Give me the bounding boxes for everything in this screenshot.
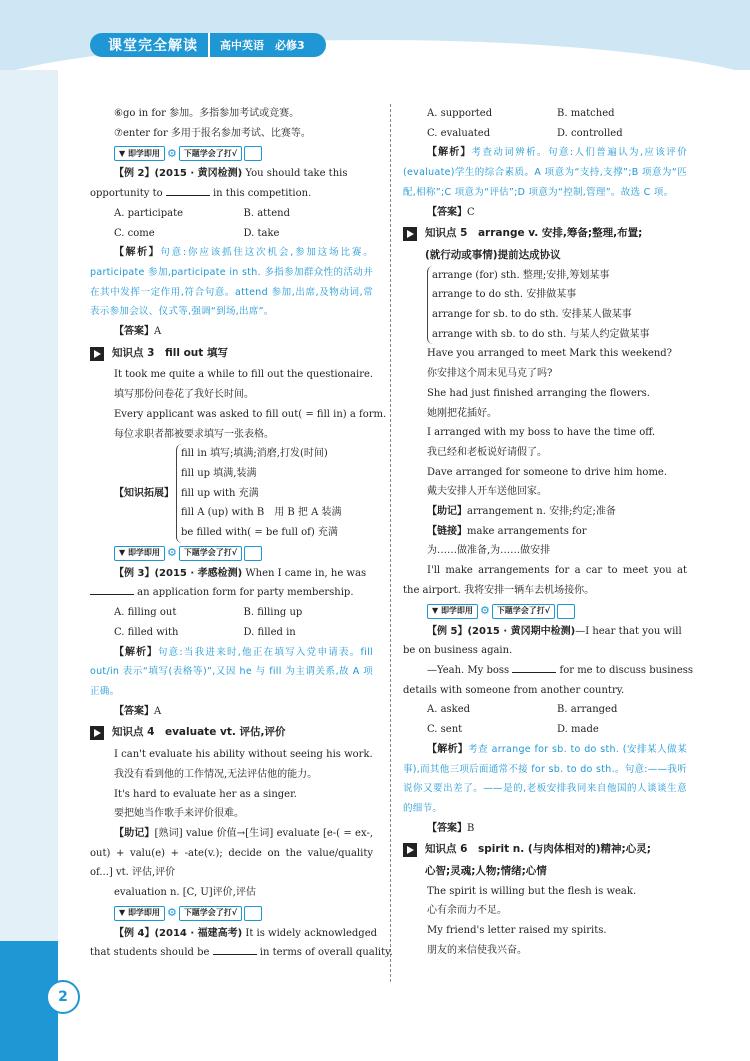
link-note: 【链接】make arrangements for bbox=[427, 525, 587, 537]
text-line: 为……做准备,为……做安排 bbox=[427, 545, 551, 557]
text-line: She had just finished arranging the flowers. bbox=[427, 387, 650, 399]
knowledge-point-6: 知识点 6 spirit n. (与肉体相对的)精神;心灵; bbox=[403, 840, 687, 860]
knowledge-point-6-subtitle: 心智;灵魂;人物;情绪;心情 bbox=[425, 865, 547, 878]
knowledge-point-3: 知识点 3 fill out 填写 bbox=[90, 344, 373, 364]
header-banner bbox=[90, 33, 326, 57]
text-line: The spirit is willing but the flesh is weak. bbox=[427, 885, 637, 897]
knowledge-extension: 【知识拓展】 fill in 填写;填满;消磨,打发(时间) fill up 填满,装满 fill up with 充满 fill A (up) with B 用 B 把 A 装满 be filled with( = be full of) 充满 bbox=[90, 444, 373, 543]
series-title: 课堂完全解读 bbox=[108, 38, 198, 54]
text-line: I'll make arrangements for a car to meet you at the airport. 我将安排一辆车去机场接你。 bbox=[403, 565, 687, 596]
answer-blank[interactable] bbox=[90, 584, 134, 595]
option-row: C. sent D. made bbox=[427, 724, 599, 736]
arrange-usage-list: arrange (for) sth. 整理;安排,筹划某事 arrange to do sth. 安排做某事 arrange for sb. to do sth. 安排某人做某事 arrange with sb. to do sth. 与某人约定做某事 bbox=[403, 266, 687, 345]
answer-blank[interactable] bbox=[512, 662, 556, 673]
text-line: My friend's letter raised my spirits. bbox=[427, 925, 607, 937]
memory-aid: 【助记】arrangement n. 安排;约定;准备 bbox=[427, 506, 616, 518]
left-margin-strip bbox=[0, 70, 58, 1061]
play-icon bbox=[90, 347, 104, 361]
text-line: 她刚把花插好。 bbox=[427, 407, 497, 419]
answer: 【答案】C bbox=[427, 206, 475, 218]
analysis: 【解析】考查动词辨析。句意:人们普遍认为,应该评价(evaluate)学生的综合素质。A 项意为“支持,支撑”;B 项意为“匹配,相称”;C 项意为“评估”;D 项意为“控制,管理”。故选 C 项。 bbox=[403, 147, 687, 198]
option-row: A. supported B. matched bbox=[427, 108, 615, 119]
text-line: 要把她当作歌手来评价很难。 bbox=[114, 808, 244, 820]
book-title: 高中英语 必修3 bbox=[220, 39, 305, 52]
text-line: 你安排这个周末见马克了吗? bbox=[427, 368, 553, 380]
text-line: 每位求职者都被要求填写一张表格。 bbox=[114, 428, 274, 440]
brace-list: fill in 填写;填满;消磨,打发(时间) fill up 填满,装满 fill up with 充满 fill A (up) with B 用 B 把 A 装满 be filled with( = be full of) 充满 bbox=[176, 444, 342, 543]
analysis: 【解析】句意:当我进来时,他正在填写入党申请表。fill out/in 表示“填写(表格等)”,又因 he 与 fill 为主谓关系,故 A 项正确。 bbox=[90, 646, 374, 697]
text-line: 我已经和老板说好请假了。 bbox=[427, 446, 547, 458]
text-line: I can't evaluate his ability without seeing his work. bbox=[114, 749, 373, 761]
text-line: 戴夫安排人开车送他回家。 bbox=[427, 486, 547, 498]
checkbox[interactable] bbox=[244, 546, 262, 561]
answer: 【答案】A bbox=[114, 705, 162, 717]
example-3: 【例 3】(2015 · 孝感检测) When I came in, he was bbox=[114, 567, 367, 579]
page-number: 2 bbox=[46, 980, 80, 1014]
knowledge-point-5-subtitle: (就行动或事情)提前达成协议 bbox=[425, 248, 561, 261]
play-icon bbox=[90, 726, 104, 740]
text-line: ⑥go in for 参加。多指参加考试或竞赛。 bbox=[114, 108, 300, 119]
option-row: A. participate B. attend bbox=[114, 207, 290, 219]
text-line: evaluation n. [C, U]评价,评估 bbox=[114, 887, 256, 899]
link-icon: ⚙ bbox=[479, 604, 490, 618]
text-line: It took me quite a while to fill out the questionaire. bbox=[114, 369, 374, 381]
right-column: A. supported B. matched C. evaluated D. controlled 【解析】考查动词辨析。句意:人们普遍认为,应该评价(evaluate)学生的综合素质。A 项意为“支持,支撑”;B 项意为“匹配,相称”;C 项意为“评估”;D 项意为“控制,管理”。故选 C 项。 【答案】C 知识点 5 arrange v. 安排,筹备;整理,布置; (就行动或事情)提前达成协议 arrange (for) sth. 整理;安排,筹划某事 arrange to do sth. 安排做某事 arrange for sb. to do sth. 安排某人做某事 arrange with sb. to do sth. 与某人约定做某事 Have you arranged to meet Mark this weekend? 你安排这个周末见马克了吗? She had just finished arranging the flowers. 她刚把花插好。 I arranged with my boss to have the time off. 我已经和老板说好请假了。 Dave arranged for someone to drive him home. 戴夫安排人开车送他回家。 【助记】arrangement n. 安排;约定;准备 【链接】make arrangements for 为……做准备,为……做安排 I'll make arrangements for a car to meet you at the airport. 我将安排一辆车去机场接你。 ▼ 即学即用 ⚙ 下题学会了打√ 【例 5】(2015 · 黄冈期中检测)—I hear that you will be on business again. —Yeah. My boss for me to discuss business details with someone from another country. A. asked B. arranged C. sent D. made 【解析】考查 arrange for sb. to do sth. (安排某人做某事),而其他三项后面通常不接 for sb. to do sth.。句意:——我听说你又要出差了。——是的,老板安排我同来自他国的人谈谈生意的细节。 【答案】B 知识点 6 spirit n. (与肉体相对的)精神;心灵; 心智;灵魂;人物;情绪;心情 The spirit is willing but the flesh is weak. 心有余而力不足。 My friend's letter raised my spirits. 朋友的来信使我兴奋。 bbox=[403, 104, 687, 961]
text-line: It's hard to evaluate her as a singer. bbox=[114, 788, 297, 800]
answer-blank[interactable] bbox=[213, 944, 257, 955]
practice-widget: ▼ 即学即用 ⚙ 下题学会了打√ bbox=[427, 604, 687, 619]
knowledge-point-4: 知识点 4 evaluate vt. 评估,评价 bbox=[90, 723, 373, 743]
text-line: ⑦enter for 多用于报名参加考试、比赛等。 bbox=[114, 127, 311, 139]
example-2: 【例 2】(2015 · 黄冈检测) You should take this bbox=[114, 168, 348, 180]
text-line: Dave arranged for someone to drive him home. bbox=[427, 466, 668, 478]
link-icon: ⚙ bbox=[166, 546, 177, 560]
text-line: 我没有看到他的工作情况,无法评估他的能力。 bbox=[114, 768, 318, 780]
knowledge-point-5: 知识点 5 arrange v. 安排,筹备;整理,布置; bbox=[403, 224, 687, 244]
option-row: C. come D. take bbox=[114, 227, 280, 239]
practice-widget: ▼ 即学即用 ⚙ 下题学会了打√ bbox=[114, 906, 373, 921]
option-row: A. filling out B. filling up bbox=[114, 607, 303, 619]
checkbox[interactable] bbox=[557, 604, 575, 619]
example-5: 【例 5】(2015 · 黄冈期中检测)—I hear that you will bbox=[427, 625, 682, 637]
option-row: C. evaluated D. controlled bbox=[427, 127, 623, 139]
answer: 【答案】A bbox=[114, 326, 162, 338]
analysis: 【解析】考查 arrange for sb. to do sth. (安排某人做某事),而其他三项后面通常不接 for sb. to do sth.。句意:——我听说你又要出差了。——是的,老板安排我同来自他国的人谈谈生意的细节。 bbox=[403, 743, 687, 814]
answer: 【答案】B bbox=[427, 822, 475, 834]
play-icon bbox=[403, 227, 417, 241]
text-line: Have you arranged to meet Mark this weekend? bbox=[427, 348, 673, 360]
practice-widget: ▼ 即学即用 ⚙ 下题学会了打√ bbox=[114, 546, 373, 561]
answer-blank[interactable] bbox=[166, 185, 210, 196]
checkbox[interactable] bbox=[244, 146, 262, 161]
link-icon: ⚙ bbox=[166, 147, 177, 161]
link-icon: ⚙ bbox=[166, 906, 177, 920]
option-row: C. filled with D. filled in bbox=[114, 626, 296, 638]
checkbox[interactable] bbox=[244, 906, 262, 921]
example-4: 【例 4】(2014 · 福建高考) It is widely acknowledged bbox=[114, 927, 378, 939]
option-row: A. asked B. arranged bbox=[427, 704, 618, 716]
play-icon bbox=[403, 843, 417, 857]
practice-widget: ▼ 即学即用 ⚙ 下题学会了打√ bbox=[114, 146, 373, 161]
text-line: 心有余而力不足。 bbox=[427, 905, 507, 917]
analysis: 【解析】句意:你应该抓住这次机会,参加这场比赛。participate 参加,participate in sth. 多指参加群众性的活动并在其中发挥一定作用,符合句意。attend 参加,出席,及物动词,常表示参加会议、仪式等,强调“到场,出席”。 bbox=[90, 247, 374, 318]
text-line: 朋友的来信使我兴奋。 bbox=[427, 944, 527, 956]
text-line: 填写那份问卷花了我好长时间。 bbox=[114, 389, 254, 401]
left-column: ⑥go in for 参加。多指参加考试或竞赛。 ⑦enter for 多用于报名参加考试、比赛等。 ▼ 即学即用 ⚙ 下题学会了打√ 【例 2】(2015 · 黄冈检测) You should take this opportunity to in this competition. A. participate B. attend C. come D. take 【解析】句意:你应该抓住这次机会,参加这场比赛。participate 参加,participate in sth. 多指参加群众性的活动并在其中发挥一定作用,符合句意。attend 参加,出席,及物动词,常表示参加会议、仪式等,强调“到场,出席”。 【答案】A 知识点 3 fill out 填写 It took me quite a while to fill out the questionaire. 填写那份问卷花了我好长时间。 Every applicant was asked to fill out( = fill in) a form. 每位求职者都被要求填写一张表格。 【知识拓展】 fill in 填写;填满;消磨,打发(时间) fill up 填满,装满 fill up with 充满 fill A (up) with B 用 B 把 A 装满 be filled with( = be full of) 充满 ▼ 即学即用 ⚙ 下题学会了打√ 【例 3】(2015 · 孝感检测) When I came in, he was an application form for party membership. A. filling out B. filling up C. filled with D. filled in 【解析】句意:当我进来时,他正在填写入党申请表。fill out/in 表示“填写(表格等)”,又因 he 与 fill 为主谓关系,故 A 项正确。 【答案】A 知识点 4 evaluate vt. 评估,评价 I can't evaluate his ability without seeing his work. 我没有看到他的工作情况,无法评估他的能力。 It's hard to evaluate her as a singer. 要把她当作歌手来评价很难。 【助记】[熟词] value 价值→[生词] evaluate [e-( = ex-, out) + valu(e) + -ate(v.); decide on the value/quality of...] vt. 评估,评价 evaluation n. [C, U]评价,评估 ▼ 即学即用 ⚙ 下题学会了打√ 【例 4】(2014 · 福建高考) It is widely acknowledged that students should be in terms of overall quality. bbox=[90, 104, 373, 963]
text-line: Every applicant was asked to fill out( = fill in) a form. bbox=[114, 408, 387, 420]
column-divider bbox=[390, 104, 391, 982]
text-line: I arranged with my boss to have the time off. bbox=[427, 427, 656, 439]
memory-aid: 【助记】[熟词] value 价值→[生词] evaluate [e-( = ex-, out) + valu(e) + -ate(v.); decide on the value/quality of...] vt. 评估,评价 bbox=[90, 827, 373, 879]
